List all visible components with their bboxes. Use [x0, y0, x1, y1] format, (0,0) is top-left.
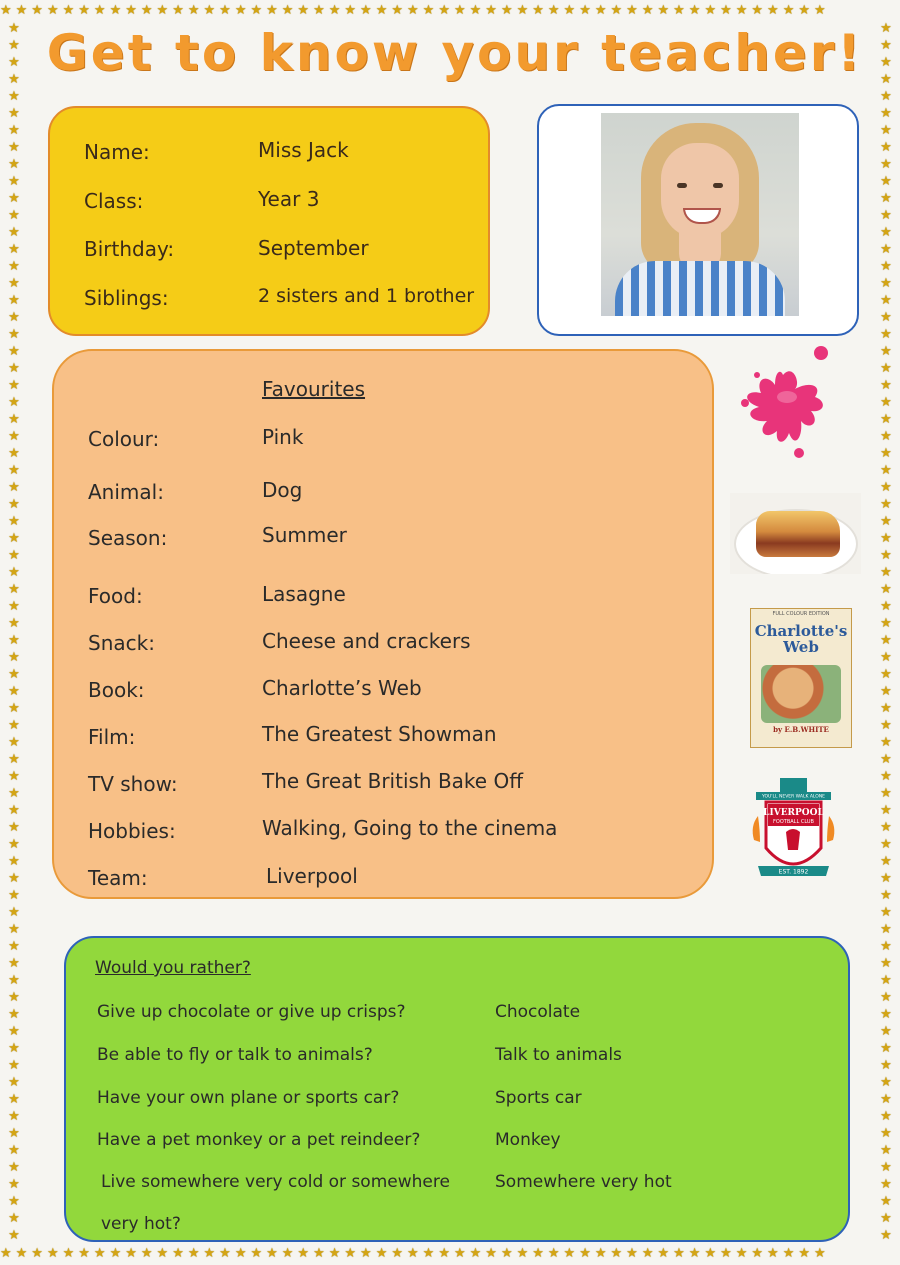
favourites-heading: Favourites [262, 377, 366, 401]
fav-value-team: Liverpool [266, 864, 358, 888]
fav-label-team: Team: [88, 866, 148, 890]
book-edition-label: FULL COLOUR EDITION [772, 611, 830, 617]
fav-value-colour: Pink [262, 425, 304, 449]
rather-question-2: Be able to fly or talk to animals? [97, 1045, 373, 1065]
fav-label-tv-show: TV show: [88, 772, 178, 796]
star-border-right: ★ ★ ★ ★ ★ ★ ★ ★ ★ ★ ★ ★ ★ ★ ★ ★ ★ ★ ★ ★ ★ ★ ★ ★ ★ ★ ★ ★ ★ ★ ★ ★ ★ ★ ★ ★ ★ ★ ★ ★ ★ ★ ★ ★ ★ ★ ★ ★ ★ ★ ★ ★ ★ ★ ★ ★ ★ ★ ★ ★ ★ ★ ★ ★ ★ ★ ★ ★ ★ ★ ★ ★ [880, 21, 892, 1243]
info-label-class: Class: [84, 189, 144, 213]
fav-label-book: Book: [88, 678, 145, 702]
rather-question-5: Live somewhere very cold or somewhere [101, 1172, 450, 1192]
fav-value-hobbies: Walking, Going to the cinema [262, 816, 558, 840]
rather-question-1: Give up chocolate or give up crisps? [97, 1002, 406, 1022]
fav-value-snack: Cheese and crackers [262, 629, 471, 653]
rather-question-3: Have your own plane or sports car? [97, 1088, 400, 1108]
fav-value-animal: Dog [262, 478, 303, 502]
liverpool-crest-icon [746, 770, 841, 892]
info-label-name: Name: [84, 140, 150, 164]
star-border-top: ★★★★★★★★★★★★★★★★★★★★★★★★★★★★★★★★★★★★★★★★★★★★★★★★★★★★★ [0, 3, 830, 18]
fav-value-season: Summer [262, 523, 347, 547]
fav-label-hobbies: Hobbies: [88, 819, 176, 843]
info-label-birthday: Birthday: [84, 237, 175, 261]
lasagne-picture [730, 493, 861, 574]
crest-club-line2: FOOTBALL CLUB [773, 819, 814, 825]
fav-label-season: Season: [88, 526, 168, 550]
fav-value-food: Lasagne [262, 582, 346, 606]
rather-question-5-continuation: very hot? [101, 1214, 181, 1234]
page-title: Get to know your teacher! [46, 24, 864, 82]
star-border-left: ★ ★ ★ ★ ★ ★ ★ ★ ★ ★ ★ ★ ★ ★ ★ ★ ★ ★ ★ ★ ★ ★ ★ ★ ★ ★ ★ ★ ★ ★ ★ ★ ★ ★ ★ ★ ★ ★ ★ ★ ★ ★ ★ ★ ★ ★ ★ ★ ★ ★ ★ ★ ★ ★ ★ ★ ★ ★ ★ ★ ★ ★ ★ ★ ★ ★ ★ ★ ★ ★ ★ ★ [8, 21, 20, 1243]
charlottes-web-book-cover [750, 608, 852, 748]
crest-motto: YOU'LL NEVER WALK ALONE [761, 794, 826, 800]
crest-established: EST. 1892 [778, 868, 809, 876]
info-value-class: Year 3 [258, 187, 320, 211]
book-author: by E.B.WHITE [773, 725, 829, 734]
fav-label-snack: Snack: [88, 631, 155, 655]
pink-paint-splat-icon [735, 345, 830, 465]
info-value-siblings: 2 sisters and 1 brother [258, 285, 475, 307]
rather-heading: Would you rather? [95, 958, 251, 978]
fav-value-tv-show: The Great British Bake Off [262, 769, 523, 793]
rather-answer-1: Chocolate [495, 1002, 581, 1022]
crest-club-line1: LIVERPOOL [763, 808, 824, 818]
fav-value-book: Charlotte’s Web [262, 676, 422, 700]
book-title-line2: Web [783, 638, 819, 656]
info-value-name: Miss Jack [258, 138, 349, 162]
info-label-siblings: Siblings: [84, 286, 169, 310]
fav-value-film: The Greatest Showman [262, 722, 497, 746]
fav-label-film: Film: [88, 725, 136, 749]
rather-answer-2: Talk to animals [495, 1045, 622, 1065]
star-border-bottom: ★★★★★★★★★★★★★★★★★★★★★★★★★★★★★★★★★★★★★★★★★★★★★★★★★★★★★ [0, 1246, 830, 1261]
info-value-birthday: September [258, 236, 369, 260]
book-title-line1: Charlotte's [754, 622, 848, 640]
fav-label-food: Food: [88, 584, 143, 608]
rather-answer-5: Somewhere very hot [495, 1172, 672, 1192]
fav-label-colour: Colour: [88, 427, 160, 451]
rather-answer-4: Monkey [495, 1130, 561, 1150]
rather-answer-3: Sports car [495, 1088, 582, 1108]
fav-label-animal: Animal: [88, 480, 164, 504]
teacher-photo [601, 113, 799, 316]
rather-question-4: Have a pet monkey or a pet reindeer? [97, 1130, 421, 1150]
